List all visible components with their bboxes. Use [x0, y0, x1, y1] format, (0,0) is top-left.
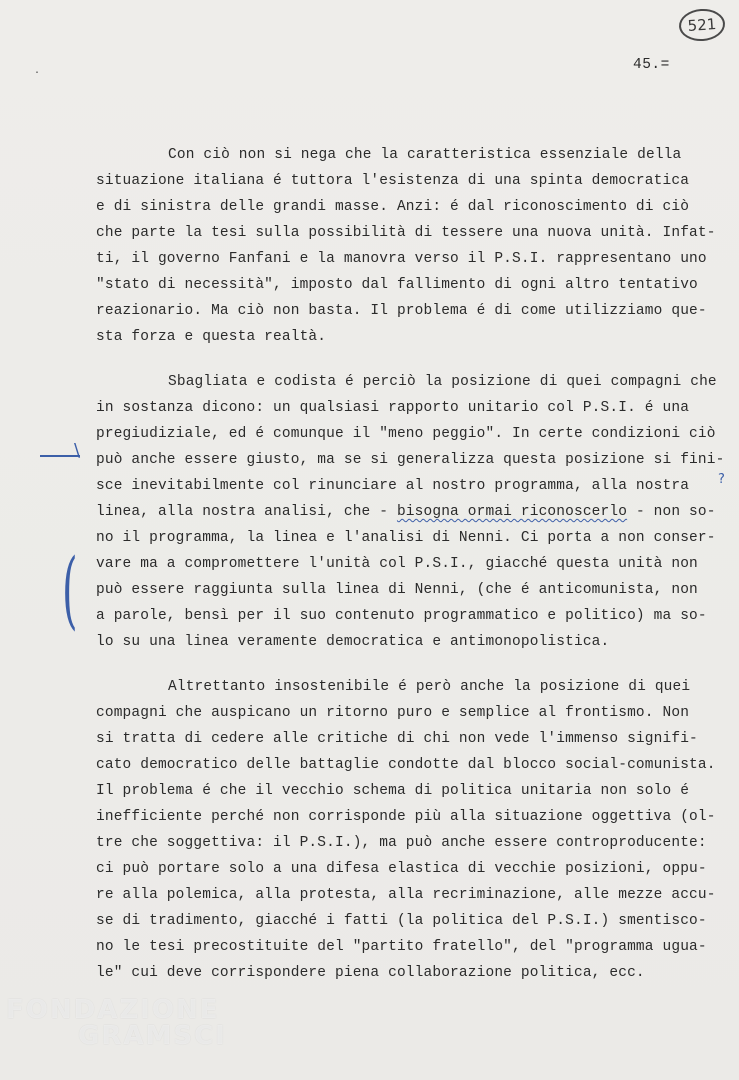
text-line: Con ciò non si nega che la caratteristica essenziale della: [168, 147, 682, 163]
text-line: in sostanza dicono: un qualsiasi rapporto unitario col P.S.I. é una: [96, 399, 690, 416]
text-line: Altrettanto insostenibile é però anche la posizione di quei: [168, 678, 691, 695]
archive-number-stamp: 521: [678, 7, 726, 42]
paragraph: [96, 142, 728, 350]
text-line: sta forza e questa realtà.: [96, 329, 327, 346]
text-line: inefficiente perché non corrisponde più alla situazione oggettiva (ol-: [96, 809, 716, 826]
text-line: Sbagliata e codista é perciò la posizione di quei compagni che: [168, 373, 717, 390]
margin-question-mark: ?: [718, 472, 725, 487]
text-line: cato democratico delle battaglie condotte dal blocco social-comunista.: [96, 757, 716, 774]
text-line: e di sinistra delle grandi masse. Anzi: é dal riconoscimento di ciò: [96, 199, 690, 216]
text-line: che parte la tesi sulla possibilità di tessere una nuova unità. Infat-: [96, 225, 716, 242]
handwritten-underline: bisogna ormai riconoscerlo: [396, 504, 628, 521]
typed-body-text: [96, 142, 728, 1005]
text-line: ti, il governo Fanfani e la manovra verso il P.S.I. rappresentano uno: [96, 251, 707, 268]
margin-tick-mark: \: [74, 440, 81, 461]
text-line: no il programma, la linea e l'analisi di Nenni. Ci porta a non conser-: [96, 530, 716, 547]
paragraph: [96, 369, 728, 656]
text-line: sce inevitabilmente col rinunciare al nostro programma, alla nostra: [96, 478, 690, 495]
text-line: a parole, bensì per il suo contenuto programmatico e politico) ma so-: [96, 608, 707, 625]
text-line: può anche essere giusto, ma se si generalizza questa posizione si fini-: [96, 452, 725, 469]
page-number: 45.=: [633, 57, 670, 73]
text-line: se di tradimento, giacché i fatti (la politica del P.S.I.) smentisco-: [96, 913, 707, 930]
watermark-line-2: GRAMSCI: [78, 1021, 227, 1051]
text-line: reazionario. Ma ciò non basta. Il problema é di come utilizziamo que-: [96, 303, 707, 320]
text-line: "stato di necessità", imposto dal fallimento di ogni altro tentativo: [96, 277, 698, 294]
text-line: no le tesi precostituite del "partito fratello", del "programma ugua-: [96, 939, 707, 956]
text-line: può essere raggiunta sulla linea di Nenni, (che é anticomunista, non: [96, 582, 698, 599]
text-line: pregiudiziale, ed é comunque il "meno peggio". In certe condizioni ciò: [96, 425, 716, 442]
text-line: lo su una linea veramente democratica e antimonopolistica.: [96, 634, 610, 651]
text-line: Il problema é che il vecchio schema di politica unitaria non solo é: [96, 783, 690, 800]
watermark: [6, 997, 227, 1049]
margin-bracket-mark: (: [62, 542, 78, 640]
text-line: le" cui deve corrispondere piena collaborazione politica, ecc.: [96, 965, 645, 982]
text-line: linea, alla nostra analisi, che - bisogna ormai riconoscerlo - non so-: [96, 504, 716, 521]
text-line: vare ma a compromettere l'unità col P.S.I., giacché questa unità non: [96, 556, 698, 573]
text-line: situazione italiana é tuttora l'esistenza di una spinta democratica: [96, 173, 690, 190]
text-line: re alla polemica, alla protesta, alla recriminazione, alle mezze accu-: [96, 887, 716, 904]
text-line: compagni che auspicano un ritorno puro e semplice al frontismo. Non: [96, 704, 690, 721]
text-line: si tratta di cedere alle critiche di chi non vede l'immenso signifi-: [96, 730, 698, 747]
watermark-line-1: FONDAZIONE: [6, 995, 220, 1025]
text-line: ci può portare solo a una difesa elastica di vecchie posizioni, oppu-: [96, 861, 707, 878]
stray-mark: ·: [34, 68, 41, 79]
paragraph: [96, 674, 728, 987]
text-line: tre che soggettiva: il P.S.I.), ma può anche essere controproducente:: [96, 835, 707, 852]
